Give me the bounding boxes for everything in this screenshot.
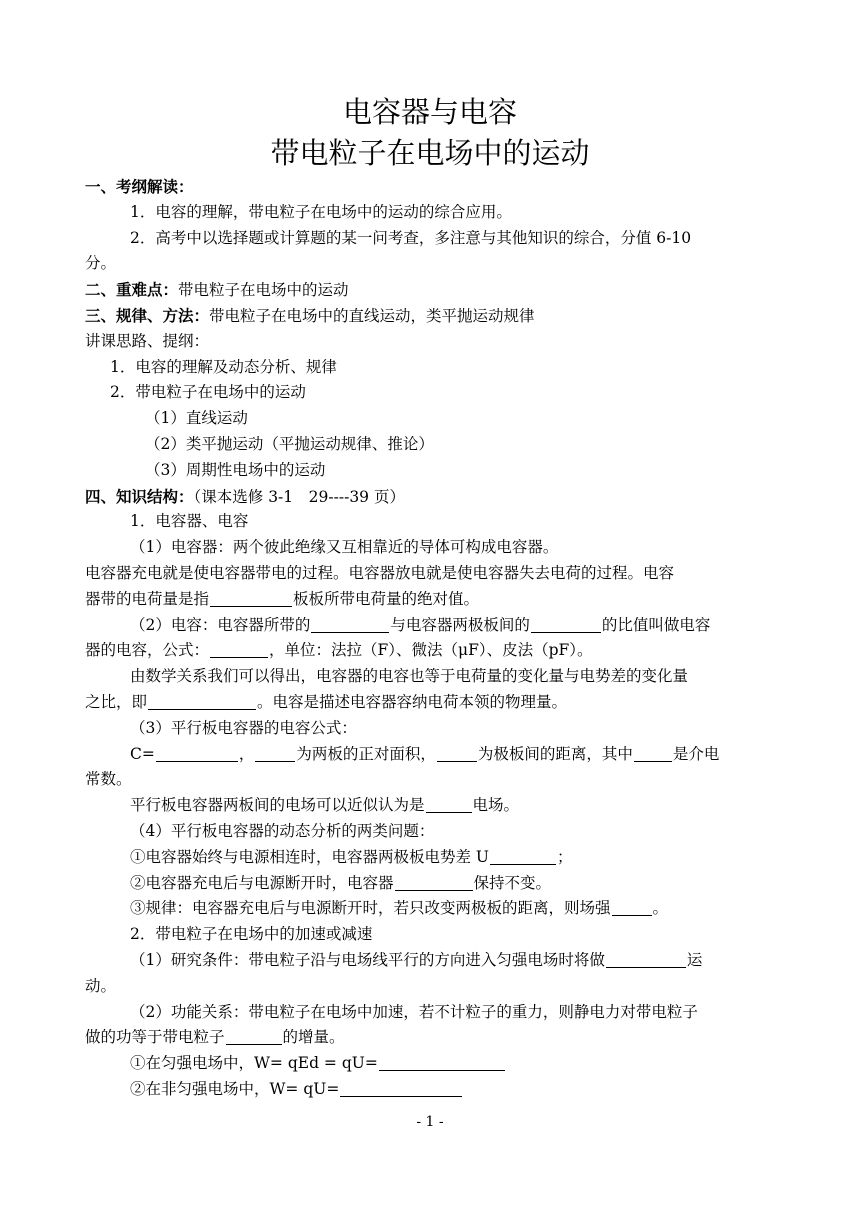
page-number: - 1 - (416, 1114, 444, 1130)
text-segment: 做的功等于带电粒子 (85, 1028, 225, 1047)
paragraph-line: 分。 (85, 254, 117, 273)
text-segment: 为两板的正对面积， (296, 744, 436, 763)
text-segment: ①在匀强电场中，W= qEd = qU= (130, 1054, 378, 1073)
paragraph-line: （4）平行板电容器的动态分析的两类问题： (130, 822, 435, 840)
paragraph-line (130, 896, 775, 922)
text-segment: ①电容器始终与电源相连时，电容器两极板电势差 U (130, 847, 489, 866)
paragraph-line (130, 1077, 775, 1103)
text-segment: 之比，即 (85, 693, 148, 711)
outline-item: 2．带电粒子在电场中的运动 (110, 383, 306, 402)
section-heading-4 (85, 484, 775, 510)
section-heading-label: 三、规律、方法： (85, 306, 210, 325)
paragraph-line (130, 742, 775, 768)
outline-subitem: （1）直线运动 (145, 409, 248, 428)
fill-blank (311, 616, 389, 633)
section-heading-text: （课本选修 3-1 29----39 页） (193, 487, 405, 506)
document-subtitle: 带电粒子在电场中的运动 (270, 136, 590, 170)
subsection-heading: 1．电容器、电容 (130, 512, 249, 531)
fill-blank (490, 848, 556, 865)
text-segment: 板板所带电荷量的绝对值。 (293, 589, 480, 608)
text-segment: （1）研究条件：带电粒子沿与电场线平行的方向进入匀强电场时将做 (130, 951, 605, 969)
fill-blank (226, 1028, 282, 1045)
paragraph-line: 1．电容的理解，带电粒子在电场中的运动的综合应用。 (130, 202, 512, 221)
text-segment: 。电容是描述电容器容纳电荷本领的物理量。 (257, 693, 568, 711)
fill-blank (531, 616, 601, 633)
paragraph-line (130, 871, 775, 897)
text-segment: 运 (686, 951, 703, 969)
section-heading-1: 一、考纲解读： (85, 177, 194, 196)
paragraph-line: （2）功能关系：带电粒子在电场中加速，若不计粒子的重力，则静电力对带电粒子 (130, 1002, 698, 1021)
paragraph-line: （3）平行板电容器的电容公式： (130, 718, 357, 737)
outline-subitem: （3）周期性电场中的运动 (145, 460, 326, 479)
text-segment: 是介电 (672, 744, 720, 763)
text-segment: 器带的电荷量是指 (85, 589, 210, 608)
fill-blank (340, 1080, 462, 1097)
text-segment: ③规律：电容器充电后与电源断开时，若只改变两极板的距离，则场强 (130, 899, 611, 918)
paragraph-line: 电容器充电就是使电容器带电的过程。电容器放电就是使电容器失去电荷的过程。电容 (85, 564, 675, 582)
text-segment: ， (238, 744, 255, 763)
section-heading-text: 带电粒子在电场中的运动 (178, 281, 349, 300)
text-segment: 的增量。 (282, 1028, 345, 1047)
paragraph-line (85, 638, 775, 664)
fill-blank (210, 641, 268, 658)
text-segment: 的比值叫做电容 (601, 615, 711, 634)
text-segment: C= (130, 744, 155, 763)
paragraph-line (85, 690, 775, 716)
paragraph-line (130, 613, 775, 639)
section-heading-text: 带电粒子在电场中的直线运动，类平抛运动规律 (209, 307, 535, 325)
outline-item: 1．电容的理解及动态分析、规律 (110, 357, 337, 376)
fill-blank (606, 951, 686, 968)
section-heading-2 (85, 277, 775, 303)
fill-blank (255, 745, 295, 762)
fill-blank (156, 745, 238, 762)
text-segment: 为极板间的距离，其中 (477, 744, 633, 763)
fill-blank (395, 874, 473, 891)
paragraph-line: 由数学关系我们可以得出，电容器的电容也等于电荷量的变化量与电势差的变化量 (130, 667, 689, 686)
fill-blank (437, 745, 477, 762)
text-segment: 电场。 (472, 796, 520, 815)
text-segment: ，单位：法拉（F）、微法（μF）、皮法（pF）。 (269, 641, 593, 660)
paragraph-line (130, 793, 775, 819)
paragraph-line: 动。 (85, 976, 117, 995)
text-segment: ②电容器充电后与电源断开时，电容器 (130, 873, 394, 892)
paragraph-line: 讲课思路、提纲： (85, 331, 210, 350)
section-heading-3 (85, 303, 775, 329)
fill-blank (612, 899, 652, 916)
fill-blank (634, 745, 672, 762)
subsection-heading: 2．带电粒子在电场中的加速或减速 (130, 925, 373, 944)
paragraph-line: 常数。 (85, 770, 132, 789)
paragraph-line: （1）电容器：两个彼此绝缘又互相靠近的导体可构成电容器。 (130, 538, 559, 557)
fill-blank (426, 796, 472, 813)
section-heading-label: 四、知识结构： (85, 486, 194, 506)
text-segment: 与电容器两极板间的 (390, 615, 530, 634)
text-segment: 。 (652, 899, 669, 918)
text-segment: 器的电容，公式： (85, 641, 210, 660)
text-segment: 保持不变。 (473, 873, 552, 892)
outline-subitem: （2）类平抛运动（平抛运动规律、推论） (145, 435, 434, 453)
paragraph-line (130, 845, 775, 871)
fill-blank (210, 590, 292, 607)
section-heading-label: 二、重难点： (85, 280, 179, 300)
text-segment: 平行板电容器两板间的电场可以近似认为是 (130, 796, 425, 815)
paragraph-line (85, 587, 775, 613)
text-segment: ②在非匀强电场中，W= qU= (130, 1080, 340, 1098)
paragraph-line: 2．高考中以选择题或计算题的某一问考查，多注意与其他知识的综合，分值 6-10 (130, 228, 692, 247)
text-segment: ； (557, 847, 573, 866)
paragraph-line (130, 1051, 775, 1077)
paragraph-line (85, 1025, 775, 1051)
paragraph-line (130, 948, 775, 974)
fill-blank (379, 1054, 505, 1071)
text-segment: （2）电容：电容器所带的 (130, 615, 311, 634)
fill-blank (148, 693, 256, 710)
document-title: 电容器与电容 (342, 95, 517, 129)
